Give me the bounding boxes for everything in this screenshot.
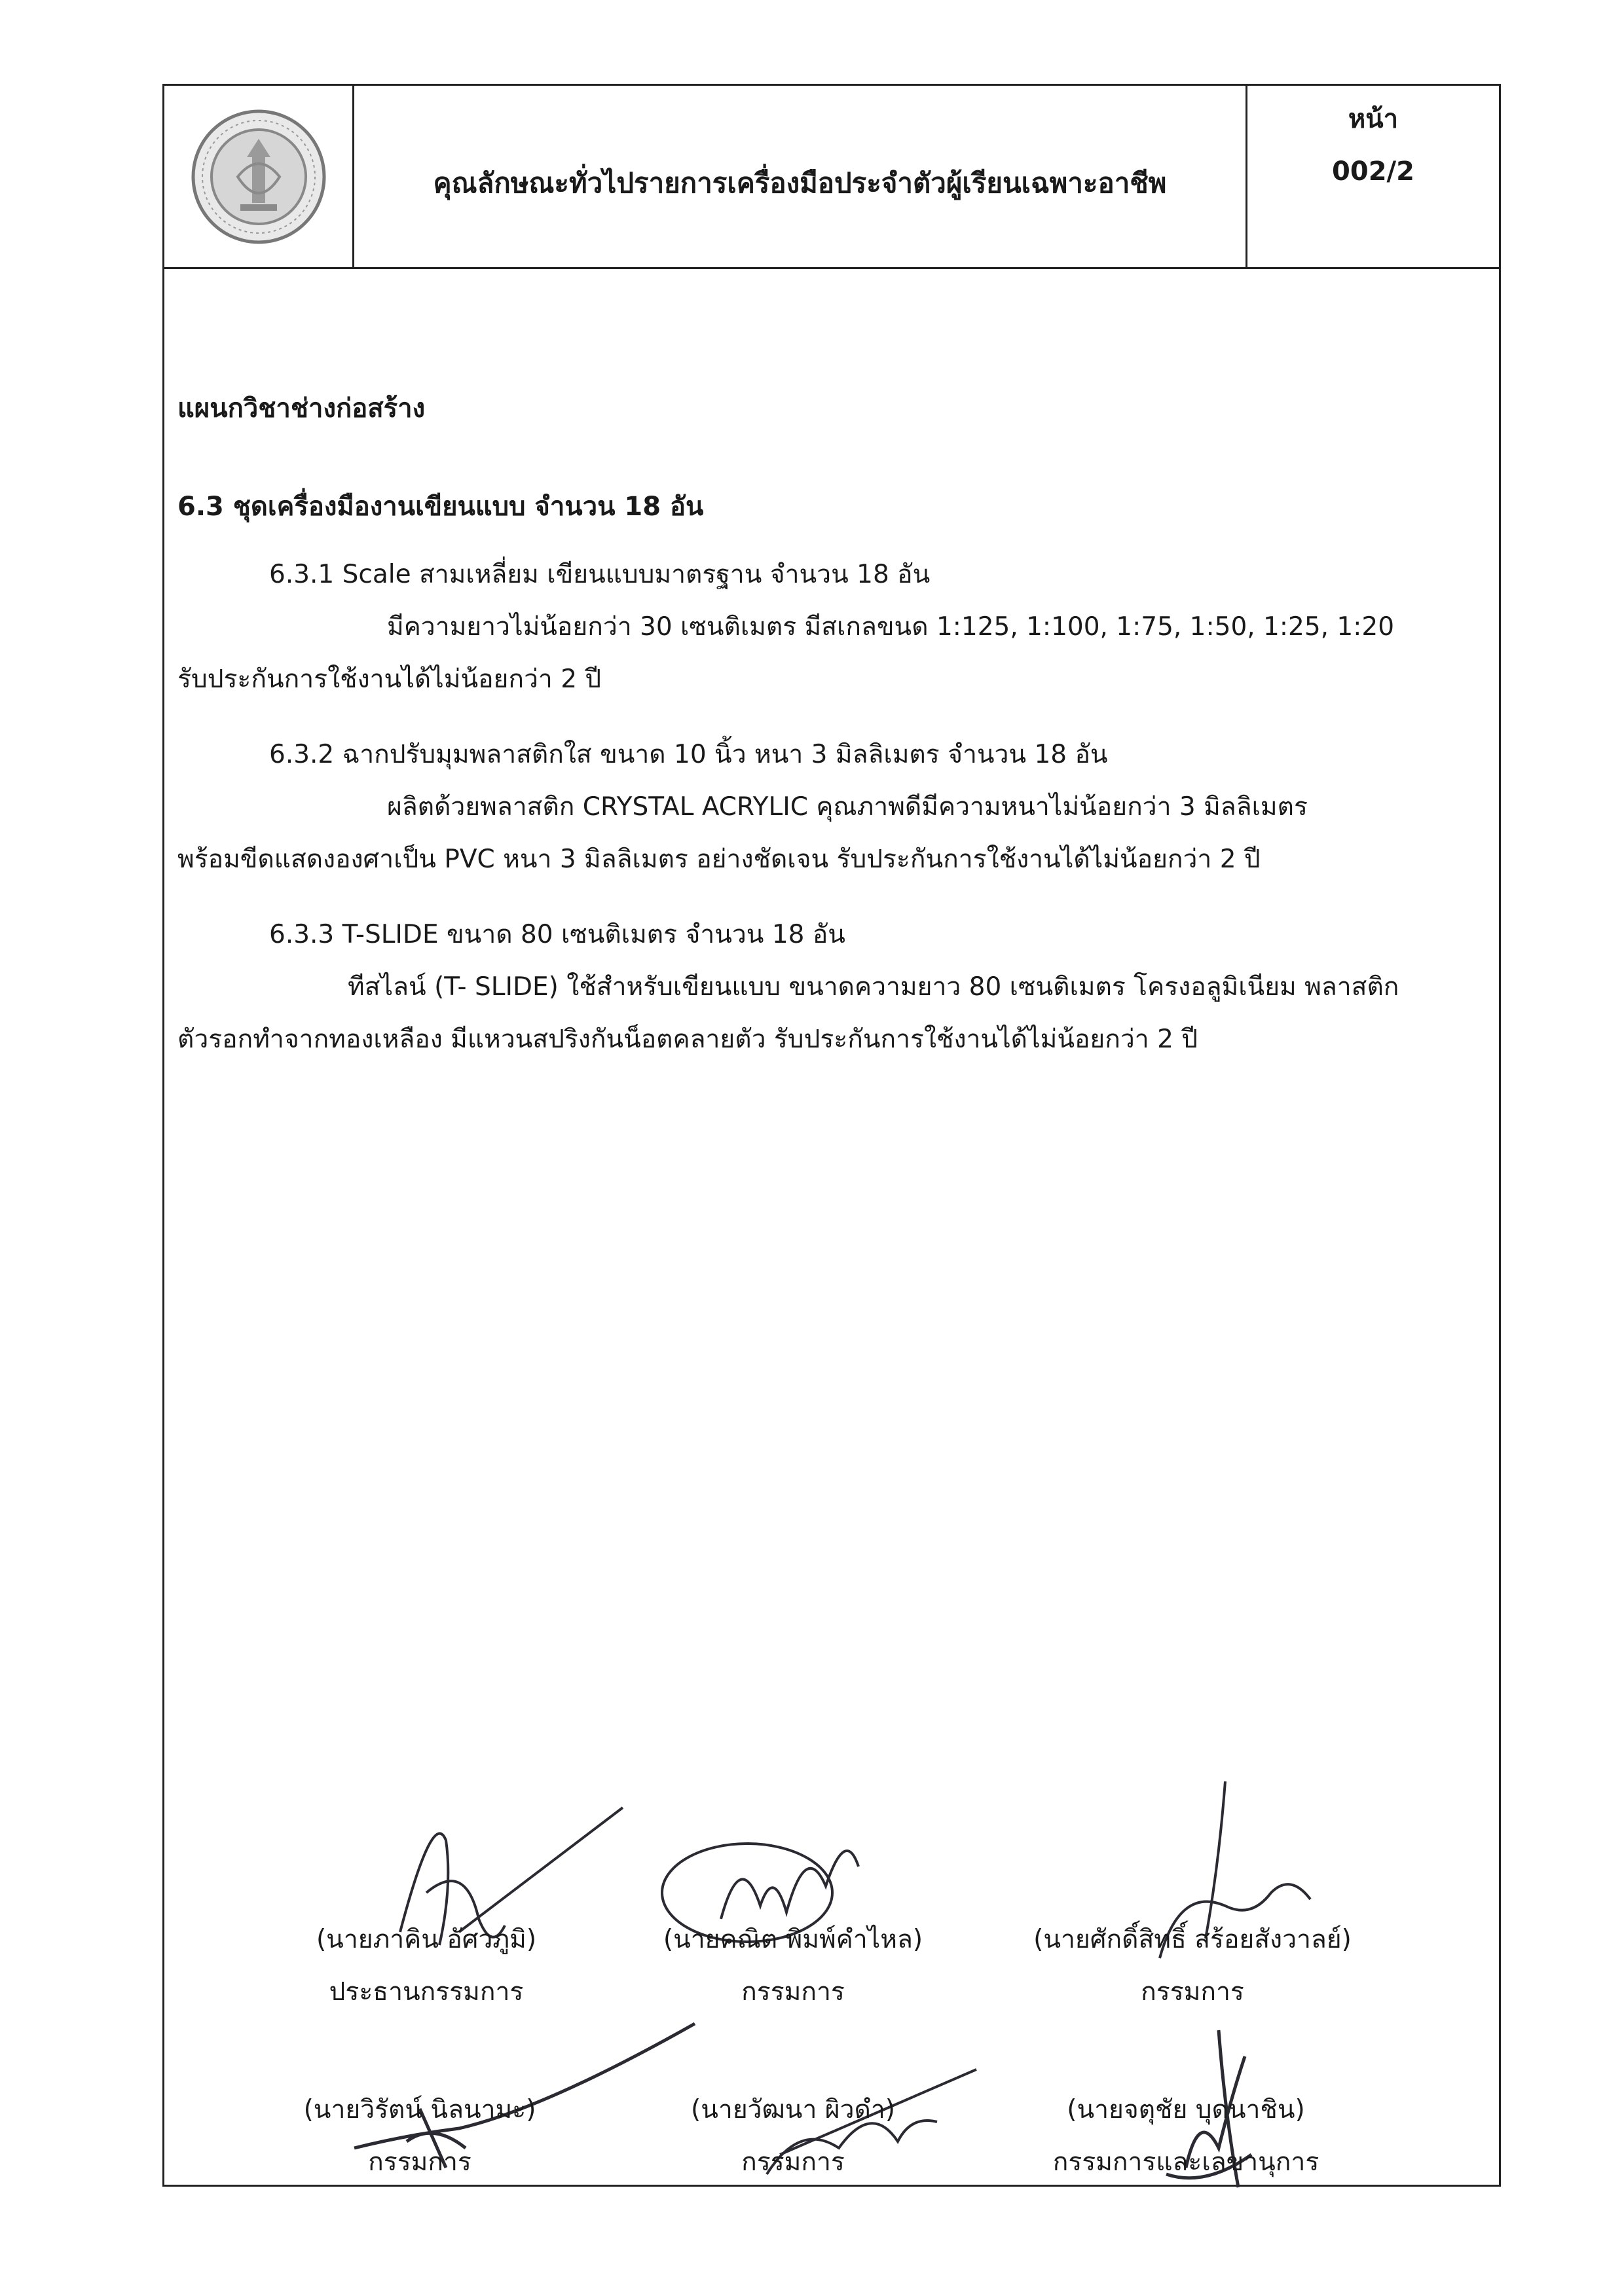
- signatory-role: กรรมการ: [1141, 1977, 1244, 2007]
- department-heading: แผนกวิชาช่างก่อสร้าง: [177, 393, 426, 424]
- signatory-role: กรรมการ: [741, 1977, 845, 2007]
- item-line: มีความยาวไม่น้อยกว่า 30 เซนติเมตร มีสเกลขนด 1:125, 1:100, 1:75, 1:50, 1:25, 1:20: [387, 612, 1395, 642]
- item-line: ตัวรอกทำจากทองเหลือง มีแหวนสปริงกันน็อตคลายตัว รับประกันการใช้งานได้ไม่น้อยกว่า 2 ปี: [177, 1025, 1198, 1054]
- document-frame: [162, 84, 1501, 2187]
- document-title: คุณลักษณะทั่วไปรายการเครื่องมือประจำตัวผู้เรียนเฉพาะอาชีพ: [354, 86, 1247, 267]
- page-number: 002/2: [1332, 156, 1414, 187]
- signatory-name: (นายภาคิน อัศวภูมิ): [316, 1925, 537, 1954]
- signatory-name: (นายจตุชัย บุดนาชิน): [1067, 2095, 1305, 2124]
- signature-mark: [361, 1781, 636, 1997]
- signatory-name: (นายวัฒนา ผิวดำ): [691, 2095, 895, 2124]
- signatory-role: ประธานกรรมการ: [329, 1977, 524, 2007]
- signatory-name: (นายคณิต พิมพ์คำไหล): [663, 1925, 923, 1954]
- item-line: ทีสไลน์ (T- SLIDE) ใช้สำหรับเขียนแบบ ขนาดความยาว 80 เซนติเมตร โครงอลูมิเนียม พลาสติก: [348, 972, 1399, 1002]
- item-heading: 6.3.3 T-SLIDE ขนาด 80 เซนติเมตร จำนวน 18 อัน: [269, 920, 845, 949]
- signature-block: [164, 86, 1499, 2185]
- item-line: รับประกันการใช้งานได้ไม่น้อยกว่า 2 ปี: [177, 665, 602, 694]
- item-line: พร้อมขีดแสดงองศาเป็น PVC หนา 3 มิลลิเมตร อย่างชัดเจน รับประกันการใช้งานได้ไม่น้อยกว่า 2 ปี: [177, 845, 1261, 874]
- section-heading: 6.3 ชุดเครื่องมืองานเขียนแบบ จำนวน 18 อัน: [177, 492, 704, 522]
- signatory-role: กรรมการและเลขานุการ: [1052, 2147, 1320, 2177]
- page-label: หน้า: [1348, 104, 1399, 134]
- item-heading: 6.3.2 ฉากปรับมุมพลาสติกใส ขนาด 10 นิ้ว หนา 3 มิลลิเมตร จำนวน 18 อัน: [269, 740, 1108, 769]
- signatory-role: กรรมการ: [741, 2147, 845, 2177]
- signatory-name: (นายศักดิ์สิทธิ์ สร้อยสังวาลย์): [1033, 1925, 1352, 1954]
- signatory-role: กรรมการ: [368, 2147, 471, 2177]
- signatory-name: (นายวิรัตน์ นิลนามะ): [303, 2095, 536, 2124]
- item-line: ผลิตด้วยพลาสติก CRYSTAL ACRYLIC คุณภาพดีมีความหนาไม่น้อยกว่า 3 มิลลิเมตร: [387, 792, 1308, 822]
- item-heading: 6.3.1 Scale สามเหลี่ยม เขียนแบบมาตรฐาน จำนวน 18 อัน: [269, 560, 931, 589]
